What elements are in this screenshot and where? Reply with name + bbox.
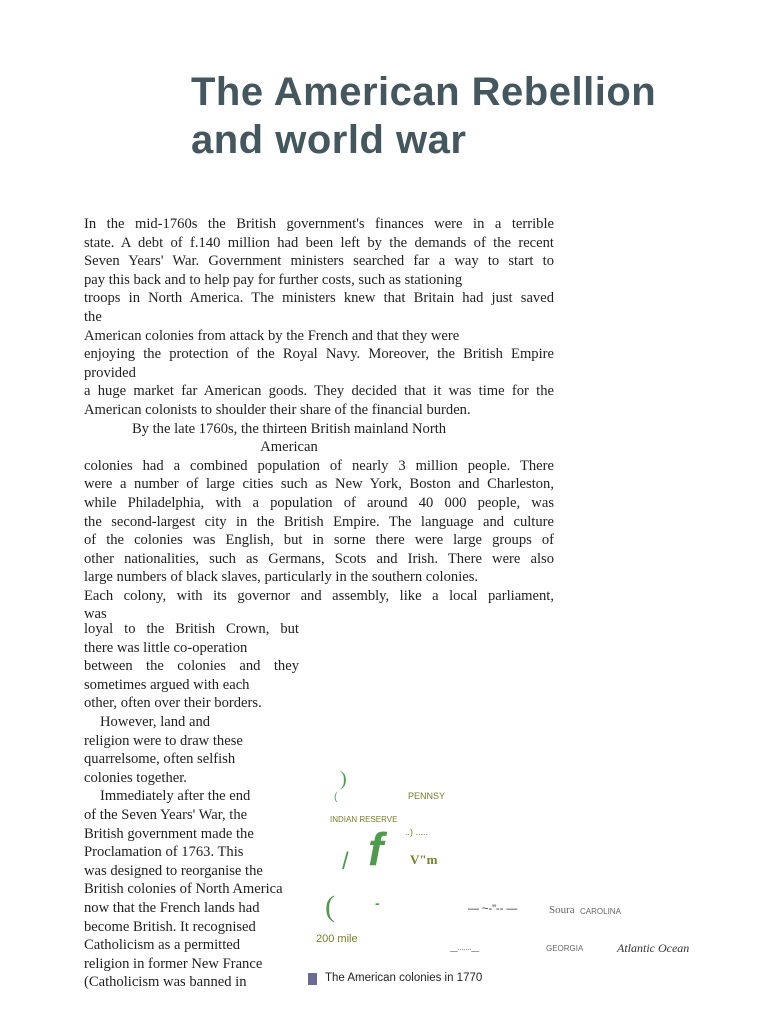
map-label-georgia: GEORGIA — [546, 944, 584, 953]
map-mark: ( — [325, 890, 335, 923]
text-line: By the late 1760s, the thirteen British mainland North — [131, 420, 447, 437]
text-line: British government made the — [84, 825, 254, 842]
text-line: American colonists to shoulder their share of the financial burden. — [84, 401, 471, 418]
text-line: large numbers of black slaves, particularly in the southern colonies. — [84, 569, 479, 586]
text-line: troops in North America. The ministers knew that Britain had just saved — [84, 290, 554, 307]
text-line: become British. It recognised — [84, 918, 256, 935]
map-mark: ( — [334, 792, 338, 803]
text-line: was — [84, 606, 107, 623]
text-line: religion in former New France — [84, 955, 263, 972]
text-line: Catholicism as a permitted — [84, 937, 241, 954]
text-line: In the mid-1760s the British government's finances were in a terrible — [84, 216, 554, 232]
text-line: American — [260, 439, 318, 456]
text-line: loyal to the British Crown, but — [84, 621, 299, 637]
narrow-column — [84, 620, 299, 992]
text-line: state. A debt of f.140 million had been left by the demands of the recent — [84, 234, 554, 251]
text-line: British colonies of North America — [84, 881, 283, 898]
text-line: However, land and — [100, 713, 211, 730]
map-mark: - — [375, 895, 380, 911]
map-mark: V"m — [410, 852, 438, 867]
text-line: American colonies from attack by the French and that they were — [84, 327, 460, 344]
text-line: a huge market far American goods. They decided that it was time for the — [84, 383, 554, 400]
page-title — [191, 68, 656, 164]
map-mark: f — [368, 823, 384, 875]
map-label-atlantic: Atlantic Ocean — [617, 941, 690, 955]
map-mark: / — [342, 848, 349, 875]
text-line: the — [84, 308, 102, 325]
text-line: other nationalities, such as Germans, Scots and Irish. There were also — [84, 550, 554, 567]
text-line: of the Seven Years' War, the — [84, 806, 248, 823]
text-line: between the colonies and they — [84, 658, 299, 675]
text-line: of the colonies was English, but in sorne there were large groups of — [84, 532, 554, 549]
map-mark: ) — [340, 768, 347, 790]
title-line-2: and world war — [191, 118, 467, 162]
text-line: religion were to draw these — [84, 732, 243, 749]
text-line: pay this back and to help pay for further costs, such as stationing — [84, 271, 463, 288]
text-line: there was little co-operation — [84, 639, 248, 656]
map-mark: ..) ..... — [405, 827, 429, 837]
text-line: the second-largest city in the British Empire. The language and culture — [84, 513, 554, 530]
map-label-indian-reserve: INDIAN RESERVE — [330, 815, 398, 824]
text-line: colonies had a combined population of nearly 3 million people. There — [84, 457, 554, 474]
map-mark: __.......__ — [450, 945, 480, 952]
text-line: Proclamation of 1763. This — [84, 844, 244, 861]
map-label-carolina: CAROLINA — [580, 907, 621, 916]
text-line: Seven Years' War. Government ministers searched far a way to start to — [84, 253, 554, 270]
text-line: Immediately after the end — [100, 788, 251, 805]
text-line: were a number of large cities such as New York, Boston and Charleston, — [84, 476, 554, 493]
text-line: enjoying the protection of the Royal Navy. Moreover, the British Empire — [84, 346, 554, 363]
map-label-pennsy: PENNSY — [408, 791, 446, 801]
text-line: (Catholicism was banned in — [84, 974, 247, 991]
text-line: Each colony, with its governor and assembly, like a local parliament, — [84, 587, 554, 604]
map-mark: — ~-"-- — — [468, 903, 518, 915]
body-text — [84, 215, 554, 624]
colonies-map — [300, 760, 740, 1000]
text-line: sometimes argued with each — [84, 676, 250, 693]
title-line-1: The American Rebellion — [191, 70, 657, 114]
text-line: other, often over their borders. — [84, 695, 262, 712]
legend-swatch — [308, 973, 317, 985]
text-line: now that the French lands had — [84, 899, 260, 916]
text-line: was designed to reorganise the — [84, 862, 263, 879]
text-line: provided — [84, 364, 136, 381]
map-caption: The American colonies in 1770 — [325, 972, 483, 984]
map-label-soura: Soura — [549, 904, 575, 916]
text-line: colonies together. — [84, 769, 187, 786]
text-line: while Philadelphia, with a population of around 40 000 people, was — [84, 494, 554, 511]
map-scale-label: 200 mile — [316, 933, 358, 945]
text-line: quarrelsome, often selfish — [84, 751, 236, 768]
